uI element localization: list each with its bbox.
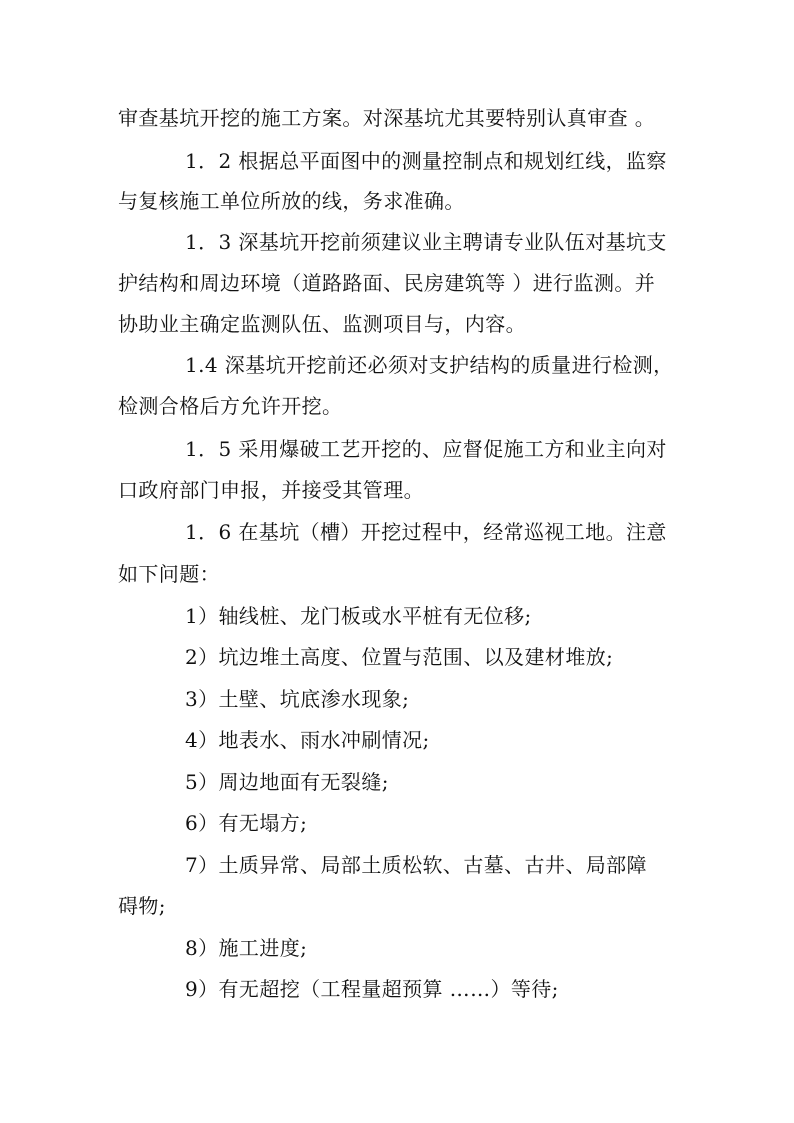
text-line-3: 与复核施工单位所放的线，务求准确。 xyxy=(118,189,465,213)
text-line-14: 2）坑边堆土高度、位置与范围、以及建材堆放; xyxy=(185,645,614,669)
text-line-6: 协助业主确定监测队伍、监测项目与，内容。 xyxy=(118,312,526,336)
text-line-16: 4）地表水、雨水冲刷情况; xyxy=(185,728,430,752)
text-line-18: 6）有无塌方; xyxy=(185,811,308,835)
text-line-21: 8）施工进度; xyxy=(185,936,308,960)
text-line-8: 检测合格后方允许开挖。 xyxy=(118,394,343,418)
text-line-7: 1.4 深基坑开挖前还必须对支护结构的质量进行检测， xyxy=(185,353,674,377)
text-line-15: 3）土壁、坑底渗水现象; xyxy=(185,687,410,711)
text-line-12: 如下问题： xyxy=(118,562,220,586)
text-line-20: 碍物; xyxy=(118,894,166,918)
text-line-9: 1．5 采用爆破工艺开挖的、应督促施工方和业主向对 xyxy=(185,437,667,461)
text-line-17: 5）周边地面有无裂缝; xyxy=(185,770,389,794)
text-line-10: 口政府部门申报，并接受其管理。 xyxy=(118,478,424,502)
text-line-22: 9）有无超挖（工程量超预算 ……）等待; xyxy=(185,977,559,1001)
text-line-2: 1．2 根据总平面图中的测量控制点和规划红线，监察 xyxy=(185,149,667,173)
text-line-13: 1）轴线桩、龙门板或水平桩有无位移; xyxy=(185,604,532,628)
text-line-19: 7）土质异常、局部土质松软、古墓、古井、局部障 xyxy=(185,853,647,877)
text-line-1: 审查基坑开挖的施工方案。对深基坑尤其要特别认真审查 。 xyxy=(118,106,656,130)
text-line-4: 1．3 深基坑开挖前须建议业主聘请专业队伍对基坑支 xyxy=(185,230,667,254)
text-line-11: 1．6 在基坑（槽）开挖过程中，经常巡视工地。注意 xyxy=(185,520,667,544)
text-line-5: 护结构和周边环境（道路路面、民房建筑等 ）进行监测。并 xyxy=(118,271,656,295)
